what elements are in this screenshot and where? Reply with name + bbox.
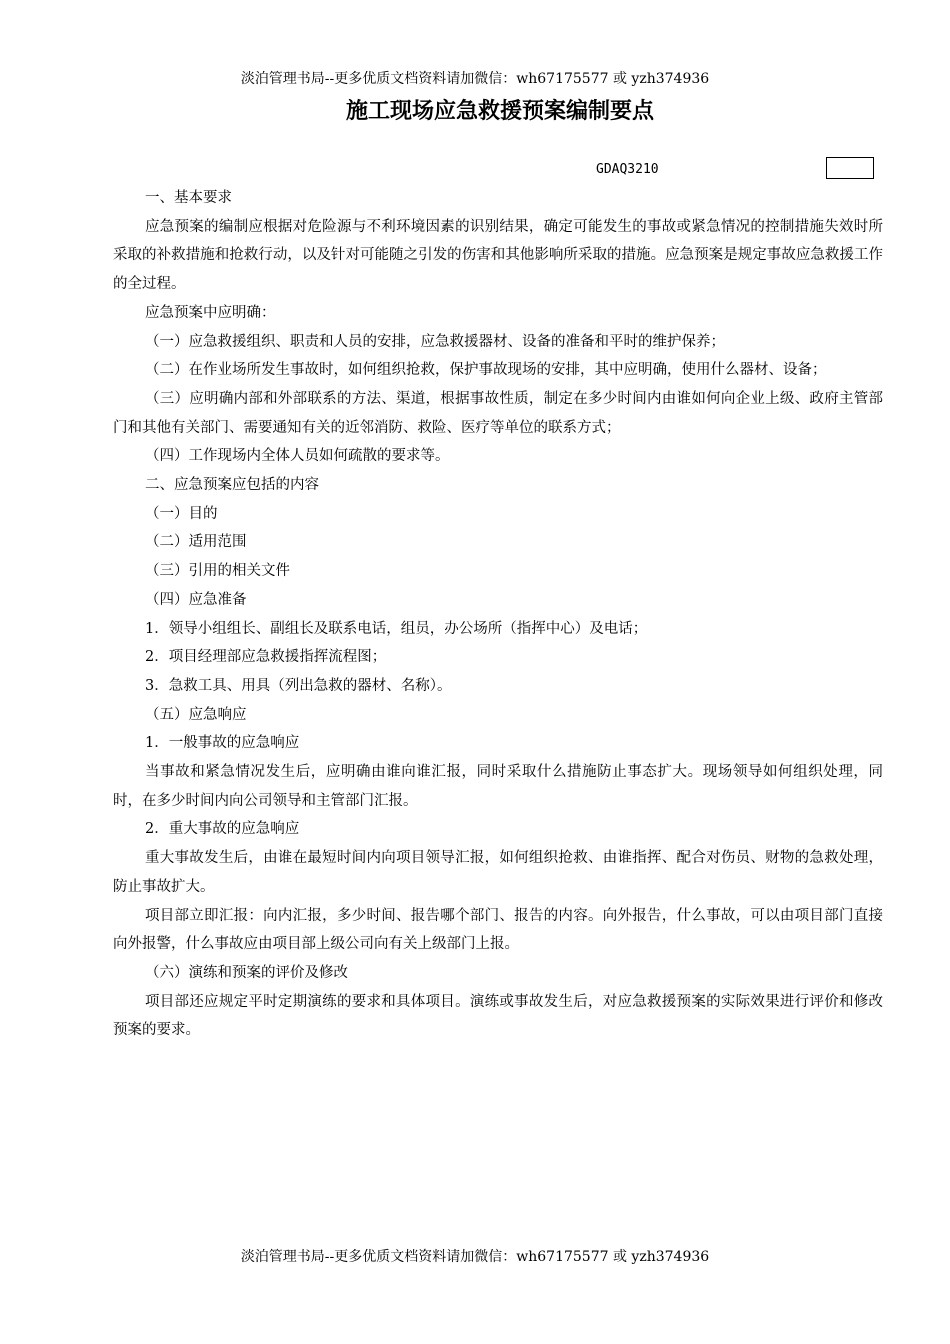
paragraph: 当事故和紧急情况发生后，应明确由谁向谁汇报，同时采取什么措施防止事态扩大。现场领导如何组织处理，同时，在多少时间内向公司领导和主管部门汇报。 bbox=[113, 764, 883, 809]
document-body bbox=[113, 184, 883, 1045]
section-heading-plan-contents: 二、应急预案应包括的内容 bbox=[145, 477, 319, 494]
list-item: 3．急救工具、用具（列出急救的器材、名称）。 bbox=[145, 677, 452, 694]
list-item: （三）引用的相关文件 bbox=[145, 563, 290, 580]
document-title: 施工现场应急救援预案编制要点 bbox=[345, 99, 654, 124]
list-item: （二）适用范围 bbox=[145, 534, 247, 551]
list-item: 1．一般事故的应急响应 bbox=[145, 735, 300, 752]
footer-watermark-note: 淡泊管理书局--更多优质文档资料请加微信：wh67175577 或 yzh374936 bbox=[240, 1249, 710, 1265]
list-item: （四）应急准备 bbox=[145, 591, 247, 608]
list-item: （五）应急响应 bbox=[145, 706, 247, 723]
paragraph: 项目部立即汇报：向内汇报，多少时间、报告哪个部门、报告的内容。向外报告，什么事故，可以由项目部门直接向外报警，什么事故应由项目部上级公司向有关上级部门上报。 bbox=[113, 907, 883, 953]
list-item: （六）演练和预案的评价及修改 bbox=[145, 964, 348, 981]
document-code: GDAQ3210 bbox=[596, 162, 659, 177]
list-item: 1．领导小组组长、副组长及联系电话，组员，办公场所（指挥中心）及电话； bbox=[145, 620, 648, 637]
paragraph: 应急预案中应明确： bbox=[145, 304, 276, 321]
list-item: （三）应明确内部和外部联系的方法、渠道，根据事故性质，制定在多少时间内由谁如何向企业上级、政府主管部门和其他有关部门、需要通知有关的近邻消防、救险、医疗等单位的联系方式； bbox=[113, 390, 883, 436]
header-watermark-note: 淡泊管理书局--更多优质文档资料请加微信：wh67175577 或 yzh374936 bbox=[240, 71, 710, 87]
list-item: 2．项目经理部应急救援指挥流程图； bbox=[145, 649, 387, 666]
list-item: （一）应急救援组织、职责和人员的安排，应急救援器材、设备的准备和平时的维护保养； bbox=[145, 333, 725, 350]
code-box bbox=[826, 157, 874, 179]
paragraph: 应急预案的编制应根据对危险源与不利环境因素的识别结果，确定可能发生的事故或紧急情况的控制措施失效时所采取的补救措施和抢救行动，以及针对可能随之引发的伤害和其他影响所采取的措施。应急预案是规定事故应急救援工作的全过程。 bbox=[113, 218, 883, 293]
list-item: （二）在作业场所发生事故时，如何组织抢救，保护事故现场的安排，其中应明确，使用什么器材、设备； bbox=[145, 362, 827, 379]
paragraph: 项目部还应规定平时定期演练的要求和具体项目。演练或事故发生后，对应急救援预案的实际效果进行评价和修改预案的要求。 bbox=[113, 993, 883, 1039]
section-heading-basic-requirements: 一、基本要求 bbox=[145, 190, 232, 206]
list-item: （四）工作现场内全体人员如何疏散的要求等。 bbox=[145, 448, 450, 465]
list-item: 2．重大事故的应急响应 bbox=[145, 821, 300, 838]
paragraph: 重大事故发生后，由谁在最短时间内向项目领导汇报，如何组织抢救、由谁指挥、配合对伤员、财物的急救处理，防止事故扩大。 bbox=[113, 850, 883, 895]
list-item: （一）目的 bbox=[145, 505, 218, 522]
